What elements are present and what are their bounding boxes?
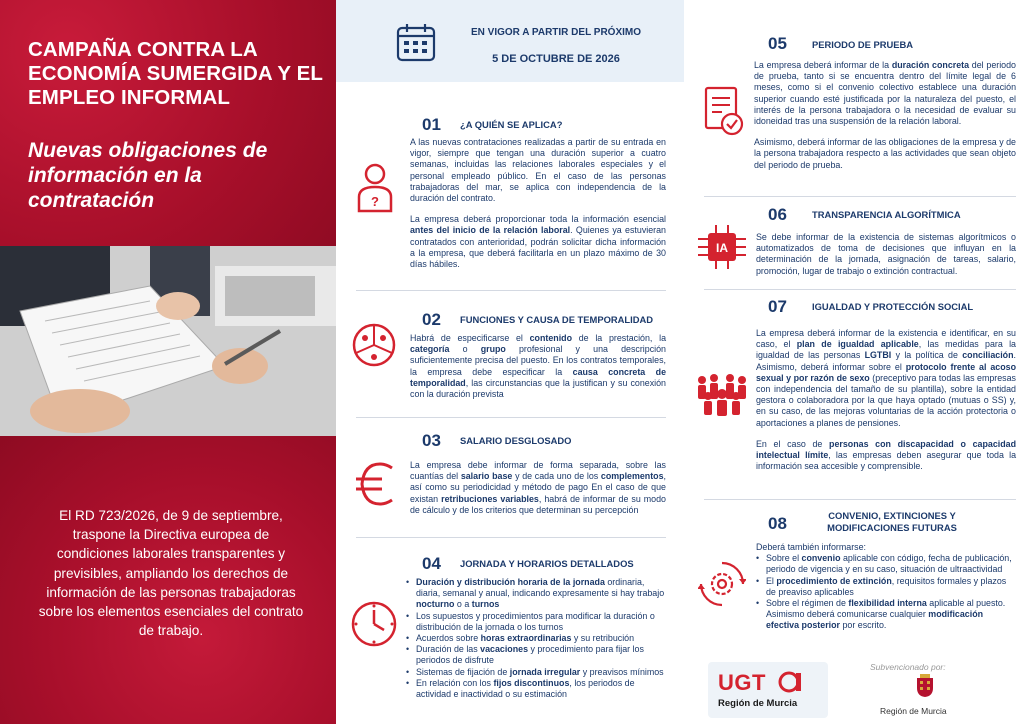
section-07-paragraph-1: La empresa deberá informar de la existencia e identificar, en su caso, el plan de igualdad aplicable, las medidas para la igualdad de las personas LGTBI y la política de conciliación. Asimismo, deberá informar sobre el protocolo frente al acoso sexual y por razón de sexo (preceptivo para todas las empresas con independencia del tamaño de su plantilla), sobre la entidad gestora o colaboradora por la que haya optado (mutuas o SS) y, en su caso, de las mejoras voluntarias de la acción protectoria o aportaciones a planes de pensiones. [756,328,1016,428]
cover-panel [0,0,336,724]
coat-of-arms-icon [916,674,934,698]
list-item: • Duración de las vacaciones y procedimiento para fijar los periodos de disfrute [406,644,668,666]
list-item: • Acuerdos sobre horas extraordinarias y su retribución [406,633,668,644]
section-05-number: 05 [768,34,787,53]
list-item: • Sobre el régimen de flexibilidad interna aplicable al puesto. Asimismo deberá comunicarse cualquier modificación efectiva posterior por escrito. [756,598,1018,632]
gov-region: Región de Murcia [880,706,947,716]
sponsored-label: Subvencionado por: [870,662,946,672]
divider [356,290,666,291]
section-07-paragraph-2: En el caso de personas con discapacidad o capacidad intelectual límite, las empresas deben asegurar que toda la información sea accesible y comprensible. [756,438,1017,472]
contract-signing-photo [0,246,336,436]
cover-intro-panel [0,436,336,724]
banner-line-2: 5 DE OCTUBRE DE 2026 [492,53,620,65]
section-05-title: PERIODO DE PRUEBA [812,39,914,50]
section-03-title: SALARIO DESGLOSADO [460,435,572,446]
right-column [684,0,1024,724]
pie-people-icon [350,322,398,368]
photo-illustration [0,246,336,436]
effective-date-banner [336,0,684,82]
section-01-title: ¿A QUIÉN SE APLICA? [460,119,563,130]
section-02-body: Habrá de especificarse el contenido de la prestación, la categoría o grupo profesional y una descripción suficientemente precisa del puesto. En los contratos temporales, la empresa debe especificar la causa concreta de temporalidad, las circunstancias que la justifican y su conexión con la duración prevista [410,333,667,400]
middle-column [336,0,684,724]
euro-icon [356,462,396,506]
section-02-title: FUNCIONES Y CAUSA DE TEMPORALIDAD [460,314,654,325]
section-05-body [754,60,1016,171]
list-item: • El procedimiento de extinción, requisitos formales y plazos de preaviso aplicables [756,576,1018,598]
person-question-icon [356,163,394,213]
list-item: • Sistemas de fijación de jornada irregular y preavisos mínimos [406,667,668,678]
divider [356,417,666,418]
section-02-number: 02 [422,310,441,329]
footer-logos [684,656,1024,724]
section-07-number: 07 [768,297,787,316]
ai-chip-icon [696,225,748,269]
divider [356,537,666,538]
section-06-number: 06 [768,205,787,224]
section-03-body: La empresa debe informar de forma separada, sobre las cuantías del salario base y de cada uno de los complementos, así como su periodicidad y método de pago En el caso de que existan retribuciones variables, habrá de informar de su modo de cálculo y de los criterios que determinan su percepción [410,460,667,515]
gear-arrows-icon [698,560,746,608]
svg-text:?: ? [371,194,379,209]
document-check-icon [702,86,746,138]
section-04-title: JORNADA Y HORARIOS DETALLADOS [460,558,634,569]
section-01-paragraph-2: La empresa deberá proporcionar toda la información esencial antes del inicio de la relación laboral. Quienes ya estuvieran contratados con anterioridad, podrán solicitar dicha información a la empresa, que deberá facilitarla en un plazo máximo de 30 días hábiles. [410,214,666,270]
section-08-number: 08 [768,514,787,533]
ugt-emblem-icon [778,671,802,693]
banner-line-1: EN VIGOR A PARTIR DEL PRÓXIMO [470,27,641,38]
section-06-title: TRANSPARENCIA ALGORÍTMICA [812,209,961,220]
group-people-icon [694,372,750,416]
section-08-body [756,542,1018,632]
section-05-paragraph-2: Asimismo, deberá informar de las obligaciones de la empresa y de la persona trabajadora respecto a las actividades que sean objeto del periodo de prueba. [754,137,1016,170]
list-item: • Duración y distribución horaria de la jornada ordinaria, diaria, semanal y anual, indicando expresamente si hay trabajo nocturno o a turnos [406,577,668,611]
section-03-number: 03 [422,431,441,450]
section-08-list [756,553,1018,631]
section-08-title: CONVENIO, EXTINCIONES Y MODIFICACIONES FUTURAS [827,510,957,533]
divider [704,289,1016,290]
clock-icon [350,600,398,648]
ugt-region: Región de Murcia [718,698,798,709]
section-01-paragraph-1: A las nuevas contrataciones realizadas a partir de su entrada en vigor, siempre que tengan una duración superior a cuatro semanas, incluidas las relaciones laborales especiales y el personal empleado público. En el caso de las personas trabajadoras del mar, se aplica con independencia de la duración del contrato. [410,137,666,204]
section-04-list [406,577,668,700]
section-05-paragraph-1: La empresa deberá informar de la duración concreta del periodo de prueba, tanto si se encuentra dentro del límite legal de 6 meses, como si el convenio colectivo establece una duración superior cuando esté justificada por la naturaleza del puesto, el interés de la persona trabajadora o la necesidad de evaluar su idoneidad tras una suspensión de la relación laboral. [754,60,1016,127]
section-01-number: 01 [422,115,441,134]
list-item: • Sobre el convenio aplicable con código, fecha de publicación, periodo de vigencia y en su caso, situación de ultraactividad [756,553,1018,575]
section-07-title: IGUALDAD Y PROTECCIÓN SOCIAL [812,301,974,312]
calendar-icon [396,22,436,62]
ugt-logo-box [708,662,828,718]
section-01-body [410,137,666,270]
section-06-body: Se debe informar de la existencia de sistemas algorítmicos o automatizados de toma de decisiones que influyan en la determinación de la jornada, asignación de tareas, salario, promoción, lugar de trabajo o extinción contractual. [756,232,1016,276]
intro-text: El RD 723/2026, de 9 de septiembre, traspone la Directiva europea de condiciones laborales transparentes y previsibles, ampliando los derechos de información de las personas trabajadoras sobre los elementos esenciales del contrato de trabajo. [38,508,304,639]
list-item: • Los supuestos y procedimientos para modificar la duración o distribución de la jornada o los turnos [406,611,668,633]
section-04-number: 04 [422,554,441,573]
divider [704,499,1016,500]
ai-chip-label: IA [716,241,728,255]
campaign-title: CAMPAÑA CONTRA LA ECONOMÍA SUMERGIDA Y EL EMPLEO INFORMAL [28,38,323,109]
divider [704,196,1016,197]
section-08-lead: Deberá también informarse: [756,542,867,552]
list-item: • En relación con los fijos discontinuos, los periodos de actividad e inactividad o su estimación [406,678,668,700]
cover-header [0,0,336,246]
section-07-body [756,328,1016,472]
campaign-subtitle: Nuevas obligaciones de información en la contratación [28,139,268,212]
ugt-logo: UGT [718,670,766,695]
